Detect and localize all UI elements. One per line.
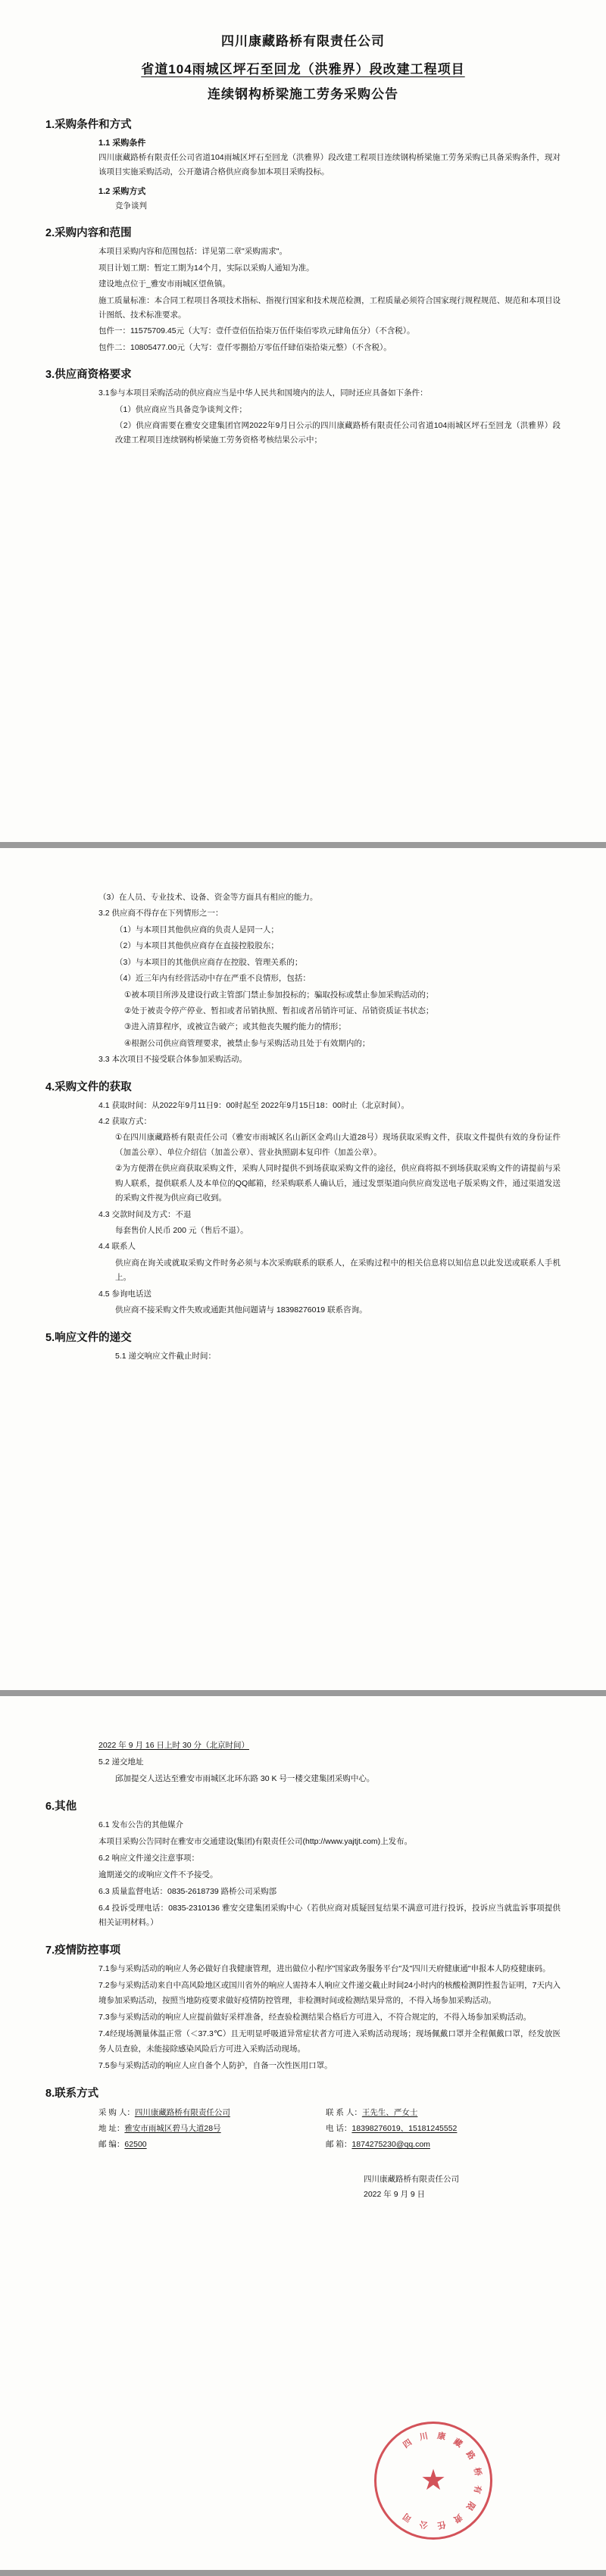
section-2-line-2: 项目计划工期：暂定工期为14个月，实际以采购人通知为准。 — [98, 263, 314, 273]
section-6-line-6: 6.4 投诉受理电话：0835-2310136 雅安交建集团采购中心（若供应商对质疑回复结果不满意可进行投诉，投诉应当就监诉事项提供相关证明材料。） — [98, 1903, 561, 1928]
section-2-line-3: 建设地点位于_雅安市雨城区望鱼镇。 — [98, 279, 230, 289]
contact-phone — [326, 2121, 561, 2137]
section-1-title: 采购条件和方式 — [55, 119, 132, 131]
section-8-heading — [45, 2085, 561, 2100]
contact-buyer-value: 四川康藏路桥有限责任公司 — [134, 2107, 230, 2117]
page2-line-2: 3.2 供应商不得存在下列情形之一： — [98, 909, 223, 918]
page2-line-5: （3）与本项目的其他供应商存在控股、管理关系的； — [115, 957, 303, 967]
section-4-line-7: 4.4 联系人 — [98, 1242, 136, 1252]
seal-char: 桥 — [471, 2466, 483, 2477]
section-4-title: 采购文件的获取 — [55, 1081, 132, 1093]
signature-block — [45, 2172, 561, 2203]
page2-line-1: （3）在人员、专业技术、设备、资金等方面具有相应的能力。 — [98, 893, 318, 902]
page2-line-7: ①被本项目所涉及建设行政主管部门禁止参加投标的；骗取投标或禁止参加采购活动的； — [124, 990, 434, 1000]
contact-row — [98, 2137, 561, 2153]
section-7-heading — [45, 1941, 561, 1957]
section-7-line-4: 7.4经现场测量体温正常（＜37.3℃）且无明显呼吸道异常症状者方可进入采购活动现场；现场佩戴口罩并全程佩戴口罩，经发放医务人员查验，未能接除感染风险后方可进入采购活动现场。 — [98, 2029, 561, 2054]
contact-row — [98, 2121, 561, 2137]
page2-line-3: （1）与本项目其他供应商的负责人是同一人； — [115, 925, 279, 934]
company-seal-stamp — [374, 2422, 492, 2540]
section-5-no: 5. — [45, 1331, 55, 1344]
contact-postcode-value: 62500 — [124, 2139, 147, 2149]
seal-char: 藏 — [451, 2437, 464, 2450]
section-3-line-1: 3.1参与本项目采购活动的供应商应当是中华人民共和国境内的法人，同时还应具备如下条件： — [98, 388, 428, 398]
contact-row — [98, 2105, 561, 2121]
section-6-line-3: 6.2 响应文件递交注意事项： — [98, 1853, 200, 1863]
contact-postcode-label: 邮 编： — [98, 2139, 125, 2149]
signature-org: 四川康藏路桥有限责任公司 — [364, 2174, 459, 2184]
page2-line-9: ③进入清算程序，或被宣告破产；或其他丧失履约能力的情形； — [124, 1022, 346, 1032]
contact-table — [45, 2105, 561, 2153]
section-6-line-4: 逾期递交的或响应文件不予接受。 — [98, 1870, 218, 1879]
section-6-no: 6. — [45, 1800, 55, 1813]
document-page-3 — [0, 1696, 606, 2570]
section-1-2-no: 1.2 — [98, 186, 111, 196]
section-5-heading — [45, 1329, 561, 1345]
section-2-no: 2. — [45, 227, 55, 240]
section-4-line-8: 供应商在询关或就取采购文件时务必须与本次采购联系的联系人，在采购过程中的相关信息将以知信息以此发送或联系人手机上。 — [115, 1258, 561, 1283]
section-3-line-2: （1）供应商应当具备竞争谈判文件； — [115, 404, 247, 414]
contact-address-value: 雅安市雨城区碧马大道28号 — [124, 2123, 221, 2133]
section-4-heading — [45, 1078, 561, 1094]
contact-email — [326, 2137, 561, 2153]
section-6-line-1: 6.1 发布公告的其他媒介 — [98, 1820, 184, 1829]
seal-char: 任 — [436, 2519, 447, 2530]
section-1-1-body: 四川康藏路桥有限责任公司省道104雨城区坪石至回龙（洪雅界）段改建工程项目连续钢构桥梁施工劳务采购已具备采购条件，现对该项目实施采购活动，公开邀请合格供应商参加本项目采购投标。 — [98, 153, 561, 177]
section-4-line-1: 4.1 获取时间：从2022年9月11日9：00时起至 2022年9月15日18：00时止（北京时间）。 — [98, 1100, 410, 1110]
section-4-line-4: ②为方便潜在供应商获取采购文件，采购人同时提供不到场获取采购文件的途径，供应商将拟不到场获取采购文件的请提前与采购人联系，提供联系人及本单位的QQ邮箱，经采购联系人确认后，通过发票渠道向供应商发送电子版采购文件，通过渠道发送的采购文件视为供应商已收到。 — [115, 1164, 561, 1203]
section-2-line-5: 包件一：11575709.45元（大写：壹仟壹佰伍拾柒万伍仟柒佰零玖元肆角伍分）（不含税）。 — [98, 326, 415, 336]
section-1-2-heading — [98, 185, 561, 197]
section-6-title: 其他 — [55, 1800, 77, 1813]
page2-line-11: 3.3 本次项目不接受联合体参加采购活动。 — [98, 1055, 248, 1065]
section-4-no: 4. — [45, 1081, 55, 1093]
section-1-2-title: 采购方式 — [112, 186, 146, 196]
contact-phone-value: 18398276019、15181245552 — [351, 2123, 458, 2133]
section-3-title: 供应商资格要求 — [55, 369, 132, 382]
contact-person — [326, 2105, 561, 2121]
section-1-no: 1. — [45, 119, 55, 131]
seal-char: 康 — [436, 2431, 447, 2442]
project-title: 省道104雨城区坪石至回龙（洪雅界）段改建工程项目 — [141, 62, 465, 76]
page2-line-8: ②处于被责令停产停业、暂扣或者吊销执照、暂扣或者吊销许可证、吊销资质证书状态； — [124, 1006, 434, 1015]
section-4-line-3: ①在四川康藏路桥有限责任公司（雅安市雨城区名山新区金鸡山大道28号）现场获取采购文件，获取文件提供有效的身份证件（加盖公章）、单位介绍信（加盖公章）、营业执照副本复印件（加盖公章）。 — [115, 1133, 561, 1157]
section-7-line-2: 7.2参与采购活动来自中高风险地区或国川省外的响应人需持本人响应文件递交截止时间24小时内的核酸检测阴性报告证明，7天内入境参加采购活动，按照当地防疫要求做好疫情防控管理，非检测时间或检测结果异常的，不得入场参加采购活动。 — [98, 1981, 561, 2006]
seal-char: 路 — [464, 2450, 476, 2462]
section-7-line-1: 7.1参与采购活动的响应人务必做好自我健康管理，进出做位小程序"国家政务服务平台"及"四川天府健康通"申报本人防疫健康码。 — [98, 1964, 551, 1974]
section-1-1-title: 采购条件 — [112, 139, 146, 148]
company-title: 四川康藏路桥有限责任公司 — [221, 34, 385, 48]
seal-star-icon: ★ — [420, 2465, 447, 2496]
contact-person-value: 王先生、严女士 — [361, 2107, 418, 2117]
section-2-line-1: 本项目采购内容和范围包括：详见第二章"采购需求"。 — [98, 247, 287, 257]
section-8-title: 联系方式 — [55, 2087, 99, 2100]
contact-phone-label: 电 话： — [326, 2123, 352, 2133]
section-8-no: 8. — [45, 2087, 55, 2100]
section-5-line-1: 5.1 递交响应文件截止时间： — [115, 1351, 217, 1361]
page2-line-4: （2）与本项目其他供应商存在直接控股股东； — [115, 941, 279, 951]
contact-person-label: 联 系 人： — [326, 2107, 362, 2117]
section-4-line-10: 供应商不接采购文件失败或通距其他问题请与 18398276019 联系咨询。 — [115, 1305, 367, 1315]
seal-ring-text — [376, 2424, 490, 2537]
section-4-line-9: 4.5 参询电话送 — [98, 1289, 152, 1299]
section-4-line-5: 4.3 交款时间及方式：不退 — [98, 1209, 192, 1219]
signature-date: 2022 年 9 月 9 日 — [364, 2189, 426, 2199]
section-2-line-4: 施工质量标准：本合同工程项目各项技术指标、指视行国家和技术规范检测，工程质量必须符合国家现行规程规范、规范和本项目设计图纸、技术标准要求。 — [98, 295, 561, 320]
section-1-1-no: 1.1 — [98, 139, 111, 148]
contact-email-value: 1874275230@qq.com — [351, 2139, 430, 2149]
page2-line-6: （4）近三年内有经营活动中存在严重不良情形，包括： — [115, 974, 311, 984]
document-page-1 — [0, 0, 606, 842]
contact-buyer-label: 采 购 人： — [98, 2107, 135, 2117]
page3-datetime: 2022 年 9 月 16 日上时 30 分（北京时间） — [98, 1741, 249, 1750]
contact-postcode — [98, 2137, 326, 2153]
seal-char: 公 — [418, 2518, 430, 2530]
section-3-no: 3. — [45, 369, 55, 382]
section-2-line-6: 包件二：10805477.00元（大写：壹仟零捌拾万零伍仟肆佰柒拾柒元整）（不含税）。 — [98, 342, 392, 352]
seal-char: 责 — [451, 2512, 464, 2525]
section-2-title: 采购内容和范围 — [55, 227, 132, 240]
contact-email-label: 邮 箱： — [326, 2139, 352, 2149]
notice-title: 连续钢构桥梁施工劳务采购公告 — [208, 87, 398, 101]
section-7-title: 疫情防控事项 — [55, 1944, 121, 1957]
section-4-line-6: 每套售价人民币 200 元（售后不退）。 — [115, 1226, 248, 1236]
section-5-title: 响应文件的递交 — [55, 1331, 132, 1344]
section-6-line-2: 本项目采购公告同时在雅安市交通建设(集团)有限责任公司(http://www.yajtjt.com)上发布。 — [98, 1836, 413, 1846]
section-3-heading — [45, 366, 561, 382]
page2-line-10: ④根据公司供应商管理要求，被禁止参与采购活动且处于有效期内的； — [124, 1038, 370, 1048]
seal-char: 川 — [418, 2431, 430, 2443]
seal-char: 有 — [471, 2484, 483, 2495]
section-1-2-body: 竞争谈判 — [115, 201, 147, 211]
page3-line-1: 5.2 递交地址 — [98, 1757, 144, 1767]
contact-buyer — [98, 2105, 326, 2121]
section-6-heading — [45, 1798, 561, 1813]
document-page-2 — [0, 848, 606, 1690]
section-2-heading — [45, 224, 561, 240]
page3-line-2: 邱加提交人送达至雅安市雨城区北环东路 30 K 号一楼交建集团采购中心。 — [115, 1773, 375, 1783]
section-7-line-3: 7.3参与采购活动的响应人应提前做好采样准备，经查验检测结果合格后方可进入，不符合规定的，不得入场参加采购活动。 — [98, 2013, 532, 2022]
section-6-line-5: 6.3 质量监督电话：0835-2618739 路桥公司采购部 — [98, 1886, 277, 1896]
section-3-line-3: （2）供应商需要在雅安交建集团官网2022年9月日公示的四川康藏路桥有限责任公司省道104雨城区坪石至回龙（洪雅界）段改建工程项目连续钢构桥梁施工劳务资格考核结果公示中； — [115, 421, 561, 445]
section-4-line-2: 4.2 获取方式： — [98, 1117, 152, 1127]
seal-char: 四 — [401, 2437, 414, 2450]
contact-address — [98, 2121, 326, 2137]
section-7-line-5: 7.5参与采购活动的响应人应自备个人防护，自备一次性医用口罩。 — [98, 2061, 333, 2070]
section-1-heading — [45, 116, 561, 132]
section-1-1-heading — [98, 136, 561, 148]
contact-address-label: 地 址： — [98, 2123, 125, 2133]
seal-char: 司 — [401, 2511, 414, 2524]
seal-char: 限 — [464, 2500, 476, 2512]
section-7-no: 7. — [45, 1944, 55, 1957]
